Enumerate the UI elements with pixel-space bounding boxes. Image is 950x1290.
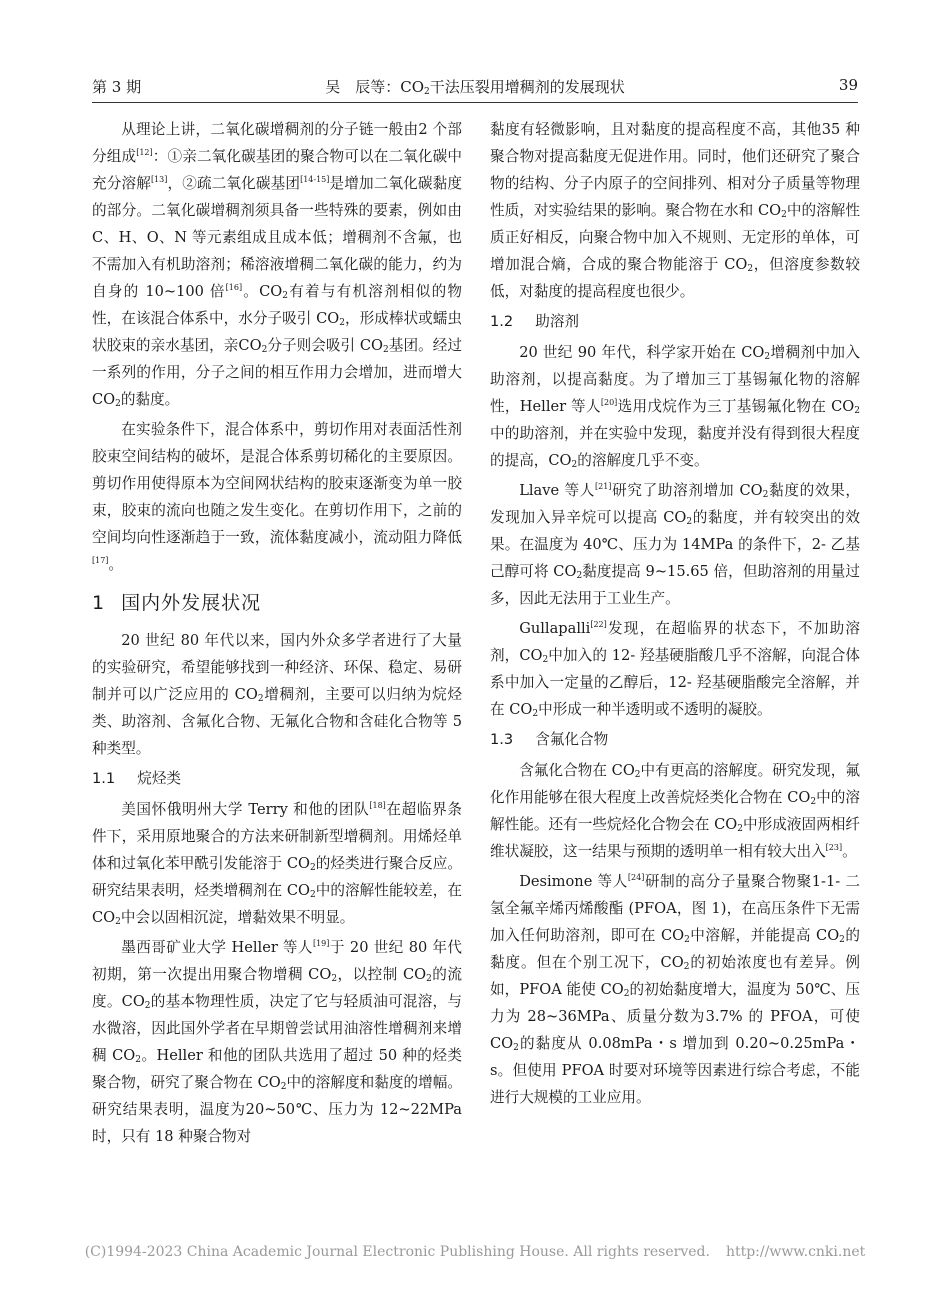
paragraph: 20 世纪 90 年代，科学家开始在 $CO_2$增稠剂中加入助溶剂，以提高黏度。为了增加三丁基锡氟化物的溶解性，Heller 等人[20]选用戊烷作为三丁基锡氟化物在 $CO_2$中的助溶剂，并在实验中发现，黏度并没有得到很大程度的提高，$CO_2$的溶解度几乎不变。 [490, 344, 860, 470]
subsection-heading: 1.2 助溶剂 [490, 313, 580, 330]
copyright-footer [0, 1244, 950, 1260]
paragraph: 墨西哥矿业大学 Heller 等人[19]于 20 世纪 80 年代初期，第一次提出用聚合物增稠 $CO_2$，以控制 $CO_2$的流度。$CO_2$的基本物理性质，决定了它与轻质油可混溶，与水微溶，因此国外学者在早期曾尝试用油溶性增稠剂来增稠 $CO_2$。Heller 和他的团队共选用了超过 50 种的烃类聚合物，研究了聚合物在 $CO_2$中的溶解度和黏度的增幅。研究结果表明，温度为20~50℃、压力为 12~22MPa 时，只有 18 种聚合物对 [92, 939, 462, 1145]
paragraph: 20 世纪 80 年代以来，国内外众多学者进行了大量的实验研究，希望能够找到一种经济、环保、稳定、易研制并可以广泛应用的 $CO_2$增稠剂，主要可以归纳为烷烃类、助溶剂、含氟化合物、无氟化合物和含硅化合物等 5 种类型。 [92, 632, 462, 757]
paragraph: 黏度有轻微影响，且对黏度的提高程度不高，其他35 种聚合物对提高黏度无促进作用。同时，他们还研究了聚合物的结构、分子内原子的空间排列、相对分子质量等物理性质，对实验结果的影响。聚合物在水和 $CO_2$中的溶解性质正好相反，向聚合物中加入不规则、无定形的单体，可增加混合熵，合成的聚合物能溶于 $CO_2$，但溶度参数较低，对黏度的提高程度也很少。 [490, 121, 860, 300]
running-header [92, 76, 858, 103]
left-column [92, 116, 462, 1153]
copyright-text: (C)1994-2023 China Academic Journal Electronic Publishing House. All rights reserved. [84, 1244, 710, 1260]
paragraph: 在实验条件下，混合体系中，剪切作用对表面活性剂胶束空间结构的破坏，是混合体系剪切稀化的主要原因。剪切作用使得原本为空间网状结构的胶束逐渐变为单一胶束，胶束的流向也随之发生变化。在剪切作用下，之前的空间均向性逐渐趋于一致，流体黏度减小，流动阻力降低[17]。 [92, 421, 462, 573]
subsection-heading: 1.3 含氟化合物 [490, 731, 609, 748]
footer-url[interactable]: http://www.cnki.net [725, 1244, 866, 1260]
right-column [490, 116, 860, 1114]
paragraph: 含氟化合物在 $CO_2$中有更高的溶解度。研究发现，氟化作用能够在很大程度上改善烷烃类化合物在 $CO_2$中的溶解性能。还有一些烷烃化合物会在 $CO_2$中形成液固两相纤维状凝胶，这一结果与预期的透明单一相有较大出入[23]。 [490, 762, 860, 860]
paragraph: 美国怀俄明州大学 Terry 和他的团队[18]在超临界条件下，采用原地聚合的方法来研制新型增稠剂。用烯烃单体和过氧化苯甲酰引发能溶于 $CO_2$的烃类进行聚合反应。研究结果表明，烃类增稠剂在 $CO_2$中的溶解性能较差，在 $CO_2$中会以固相沉淀，增黏效果不明显。 [92, 801, 462, 927]
paragraph: 从理论上讲，二氧化碳增稠剂的分子链一般由2 个部分组成[12]：①亲二氧化碳基团的聚合物可以在二氧化碳中充分溶解[13]，②疏二氧化碳基团[14-15]是增加二氧化碳黏度的部分。二氧化碳增稠剂须具备一些特殊的要素，例如由 C、H、O、N 等元素组成且成本低；增稠剂不含氟，也不需加入有机助溶剂；稀溶液增稠二氧化碳的能力，约为自身的 10~100 倍[16]。$CO_2$有着与有机溶剂相似的物性，在该混合体系中，水分子吸引 $CO_2$，形成棒状或蠕虫状胶束的亲水基团，亲$CO_2$分子则会吸引 $CO_2$基团。经过一系列的作用，分子之间的相互作用力会增加，进而增大 $CO_2$的黏度。 [92, 121, 462, 409]
section-heading: 1 国内外发展状况 [92, 592, 262, 614]
issue-number: 第 3 期 [92, 78, 142, 96]
subsection-heading: 1.1 烷烃类 [92, 770, 182, 787]
running-title: 吴 辰等：$CO_2$干法压裂用增稠剂的发展现状 [325, 78, 625, 97]
paragraph: Gullapalli[22]发现，在超临界的状态下，不加助溶剂，$CO_2$中加入的 12- 羟基硬脂酸几乎不溶解，向混合体系中加入一定量的乙醇后，12- 羟基硬脂酸完全溶解，并在 $CO_2$中形成一种半透明或不透明的凝胶。 [490, 620, 860, 719]
paragraph: Desimone 等人[24]研制的高分子量聚合物聚1-1- 二氢全氟辛烯丙烯酸酯 (PFOA，图 1)，在高压条件下无需加入任何助溶剂，即可在 $CO_2$中溶解，并能提高 $CO_2$的黏度。但在个别工况下，$CO_2$的初始浓度也有差异。例如，PFOA 能使 $CO_2$的初始黏度增大，温度为 50℃、压力为 28~36MPa、质量分数为3.7% 的 PFOA，可使 $CO_2$的黏度从 0.08mPa・s 增加到 0.20~0.25mPa・s。但使用 PFOA 时要对环境等因素进行综合考虑，不能进行大规模的工业应用。 [490, 873, 861, 1106]
page-number: 39 [838, 76, 858, 94]
paragraph: Llave 等人[21]研究了助溶剂增加 $CO_2$黏度的效果，发现加入异辛烷可以提高 $CO_2$的黏度，并有较突出的效果。在温度为 40℃、压力为 14MPa 的条件下，2- 乙基己醇可将 $CO_2$黏度提高 9~15.65 倍，但助溶剂的用量过多，因此无法用于工业生产。 [490, 482, 860, 607]
